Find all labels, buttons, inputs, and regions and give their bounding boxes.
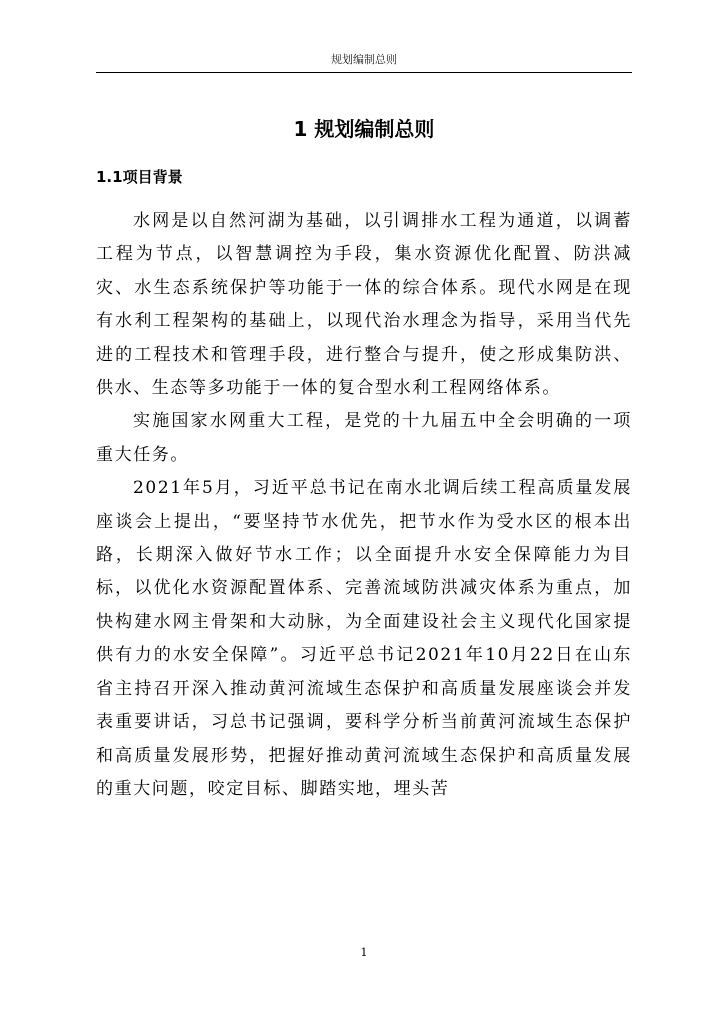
section-title: 1.1项目背景 <box>96 168 183 186</box>
paragraph-speech-quotes: 2021年5月，习近平总书记在南水北调后续工程高质量发展座谈会上提出，“要坚持节水优先，把节水作为受水区的根本出路，长期深入做好节水工作；以全面提升水安全保障能力为目标，以优化水资源配置体系、完善流域防洪减灾体系为重点，加快构建水网主骨架和大动脉，为全面建设社会主义现代化国家提供有力的水安全保障”。习近平总书记2021年10月22日在山东省主持召开深入推动黄河流域生态保护和高质量发展座谈会并发表重要讲话，习总书记强调，要科学分析当前黄河流域生态保护和高质量发展形势，把握好推动黄河流域生态保护和高质量发展的重大问题，咬定目标、脚踏实地，埋头苦 <box>96 478 632 799</box>
header-rule <box>96 72 632 73</box>
running-header: 规划编制总则 <box>331 53 397 66</box>
paragraph-water-network-definition: 水网是以自然河湖为基础，以引调排水工程为通道，以调蓄工程为节点，以智慧调控为手段，集水资源优化配置、防洪减灾、水生态系统保护等功能于一体的综合体系。现代水网是在现有水利工程架构的基础上，以现代治水理念为指导，采用当代先进的工程技术和管理手段，进行整合与提升，使之形成集防洪、供水、生态等多功能于一体的复合型水利工程网络体系。 <box>96 211 632 399</box>
paragraph-national-water-network-task: 实施国家水网重大工程，是党的十九届五中全会明确的一项重大任务。 <box>96 411 632 465</box>
chapter-title: 1 规划编制总则 <box>293 117 435 141</box>
page-number: 1 <box>360 946 368 959</box>
body-text <box>96 205 632 806</box>
